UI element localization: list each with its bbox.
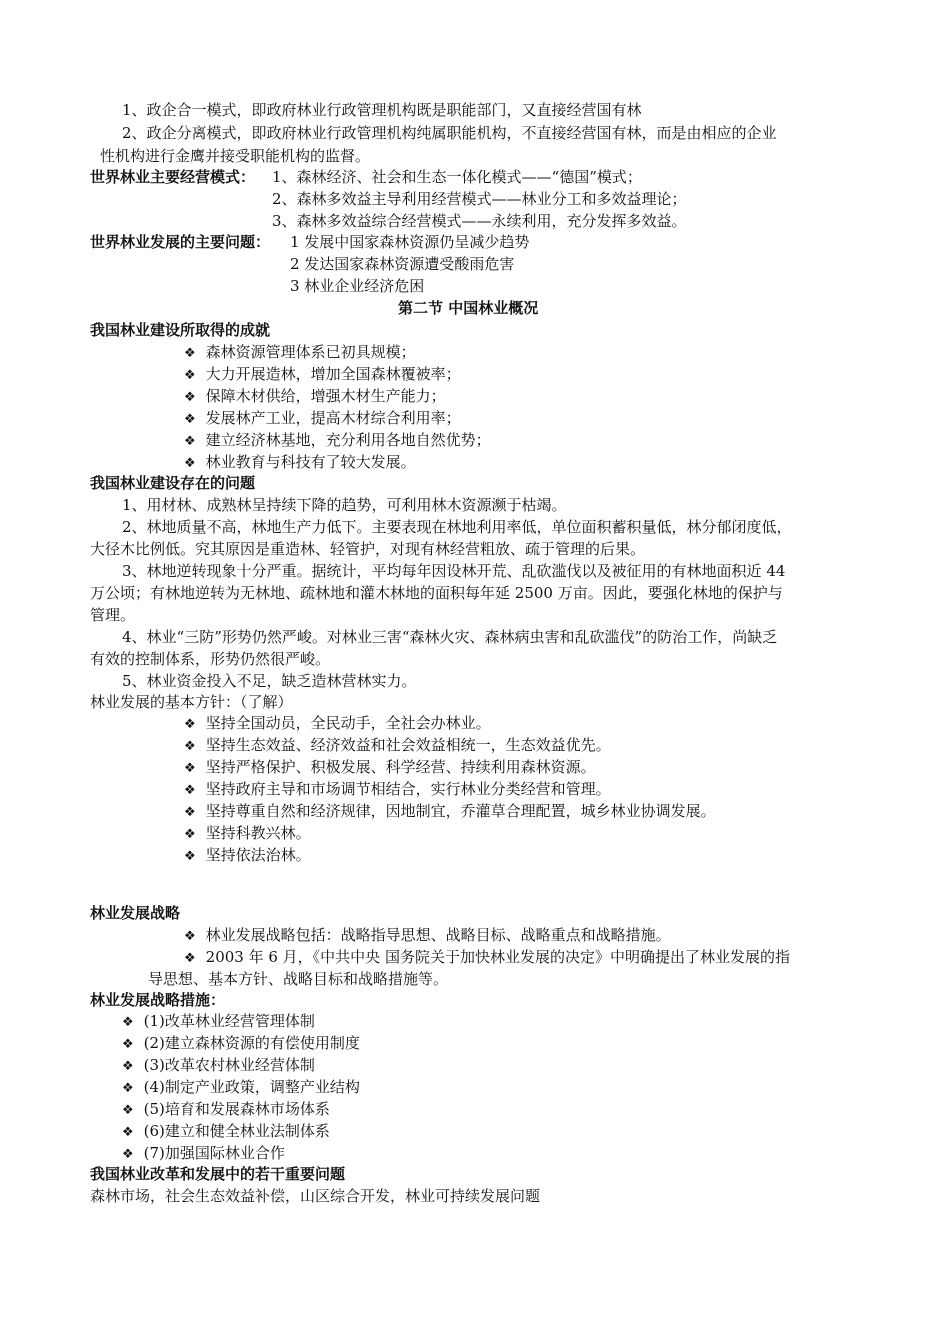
measure-item: ❖ (1)改革林业经营管理体制 — [122, 1010, 315, 1032]
world-problems-heading: 世界林业发展的主要问题： — [90, 233, 271, 251]
mode-item-2a: 2、政企分离模式，即政府林业行政管理机构纯属职能机构，不直接经营国有林，而是由相应的企业 — [122, 124, 777, 142]
mode-item-1: 1、政企合一模式，即政府林业行政管理机构既是职能部门，又直接经营国有林 — [122, 101, 642, 119]
strategy-item-2b: 导思想、基本方针、战略目标和战略措施等。 — [148, 970, 449, 988]
policy-heading: 林业发展的基本方针：（了解） — [90, 693, 293, 711]
problem-3c: 管理。 — [90, 606, 136, 624]
world-mode-1: 1、森林经济、社会和生态一体化模式——“德国”模式； — [272, 168, 642, 186]
problem-3a: 3、林地逆转现象十分严重。据统计，平均每年因设林开荒、乱砍滥伐以及被征用的有林地面积近 44 — [122, 562, 786, 580]
strategy-item-2a: ❖ 2003 年 6 月，《中共中央 国务院关于加快林业发展的决定》中明确提出了林业发展的指 — [184, 946, 790, 968]
strategy-heading: 林业发展战略 — [90, 904, 181, 922]
achievement-item: ❖ 大力开展造林，增加全国森林覆被率； — [184, 363, 461, 385]
problem-2a: 2、林地质量不高，林地生产力低下。主要表现在林地利用率低，单位面积蓄积量低，林分郁闭度低， — [122, 518, 792, 536]
measure-item: ❖ (5)培育和发展森林市场体系 — [122, 1098, 330, 1120]
policy-item: ❖ 坚持尊重自然和经济规律，因地制宜，乔灌草合理配置，城乡林业协调发展。 — [184, 800, 716, 822]
achievements-heading: 我国林业建设所取得的成就 — [90, 321, 271, 339]
policy-item: ❖ 坚持依法治林。 — [184, 844, 311, 866]
policy-item: ❖ 坚持科教兴林。 — [184, 822, 311, 844]
reform-heading: 我国林业改革和发展中的若干重要问题 — [90, 1165, 346, 1183]
problem-5: 5、林业资金投入不足，缺乏造林营林实力。 — [122, 672, 417, 690]
reform-text: 森林市场，社会生态效益补偿，山区综合开发，林业可持续发展问题 — [90, 1187, 541, 1205]
measure-item: ❖ (7)加强国际林业合作 — [122, 1142, 285, 1164]
world-problem-1: 1 发展中国家森林资源仍呈减少趋势 — [290, 233, 530, 251]
problem-4b: 有效的控制体系，形势仍然很严峻。 — [90, 650, 331, 668]
measure-item: ❖ (3)改革农村林业经营体制 — [122, 1054, 315, 1076]
policy-item: ❖ 坚持严格保护、积极发展、科学经营、持续利用森林资源。 — [184, 756, 596, 778]
problems-heading: 我国林业建设存在的问题 — [90, 474, 256, 492]
achievement-item: ❖ 林业教育与科技有了较大发展。 — [184, 451, 416, 473]
achievement-item: ❖ 发展林产工业，提高木材综合利用率； — [184, 407, 461, 429]
section-title: 第二节 中国林业概况 — [398, 299, 539, 317]
achievement-item: ❖ 保障木材供给，增强木材生产能力； — [184, 385, 446, 407]
measure-item: ❖ (2)建立森林资源的有偿使用制度 — [122, 1032, 360, 1054]
world-problem-3: 3 林业企业经济危困 — [290, 277, 425, 295]
measure-item: ❖ (6)建立和健全林业法制体系 — [122, 1120, 330, 1142]
world-mode-2: 2、森林多效益主导利用经营模式——林业分工和多效益理论； — [272, 190, 687, 208]
achievement-item: ❖ 森林资源管理体系已初具规模； — [184, 341, 416, 363]
measures-heading: 林业发展战略措施： — [90, 991, 226, 1009]
mode-item-2b: 性机构进行金鹰并接受职能机构的监督。 — [100, 147, 371, 165]
policy-item: ❖ 坚持生态效益、经济效益和社会效益相统一，生态效益优先。 — [184, 734, 611, 756]
policy-item: ❖ 坚持政府主导和市场调节相结合，实行林业分类经营和管理。 — [184, 778, 611, 800]
problem-1: 1、用材林、成熟林呈持续下降的趋势，可利用林木资源濒于枯竭。 — [122, 496, 567, 514]
problem-4a: 4、林业“三防”形势仍然严峻。对林业三害“森林火灾、森林病虫害和乱砍滥伐”的防治工作，尚缺乏 — [122, 628, 778, 646]
world-modes-heading: 世界林业主要经营模式： — [90, 168, 256, 186]
measure-item: ❖ (4)制定产业政策，调整产业结构 — [122, 1076, 360, 1098]
problem-2b: 大径木比例低。究其原因是重造林、轻管护，对现有林经营粗放、疏于管理的后果。 — [90, 540, 646, 558]
world-problem-2: 2 发达国家森林资源遭受酸雨危害 — [290, 255, 515, 273]
achievement-item: ❖ 建立经济林基地，充分利用各地自然优势； — [184, 429, 491, 451]
world-mode-3: 3、森林多效益综合经营模式——永续利用，充分发挥多效益。 — [272, 212, 687, 230]
policy-item: ❖ 坚持全国动员，全民动手，全社会办林业。 — [184, 712, 491, 734]
strategy-item-1: ❖ 林业发展战略包括：战略指导思想、战略目标、战略重点和战略措施。 — [184, 924, 671, 946]
problem-3b: 万公顷；有林地逆转为无林地、疏林地和灌木林地的面积每年延 2500 万亩。因此，要强化林地的保护与 — [90, 584, 783, 602]
